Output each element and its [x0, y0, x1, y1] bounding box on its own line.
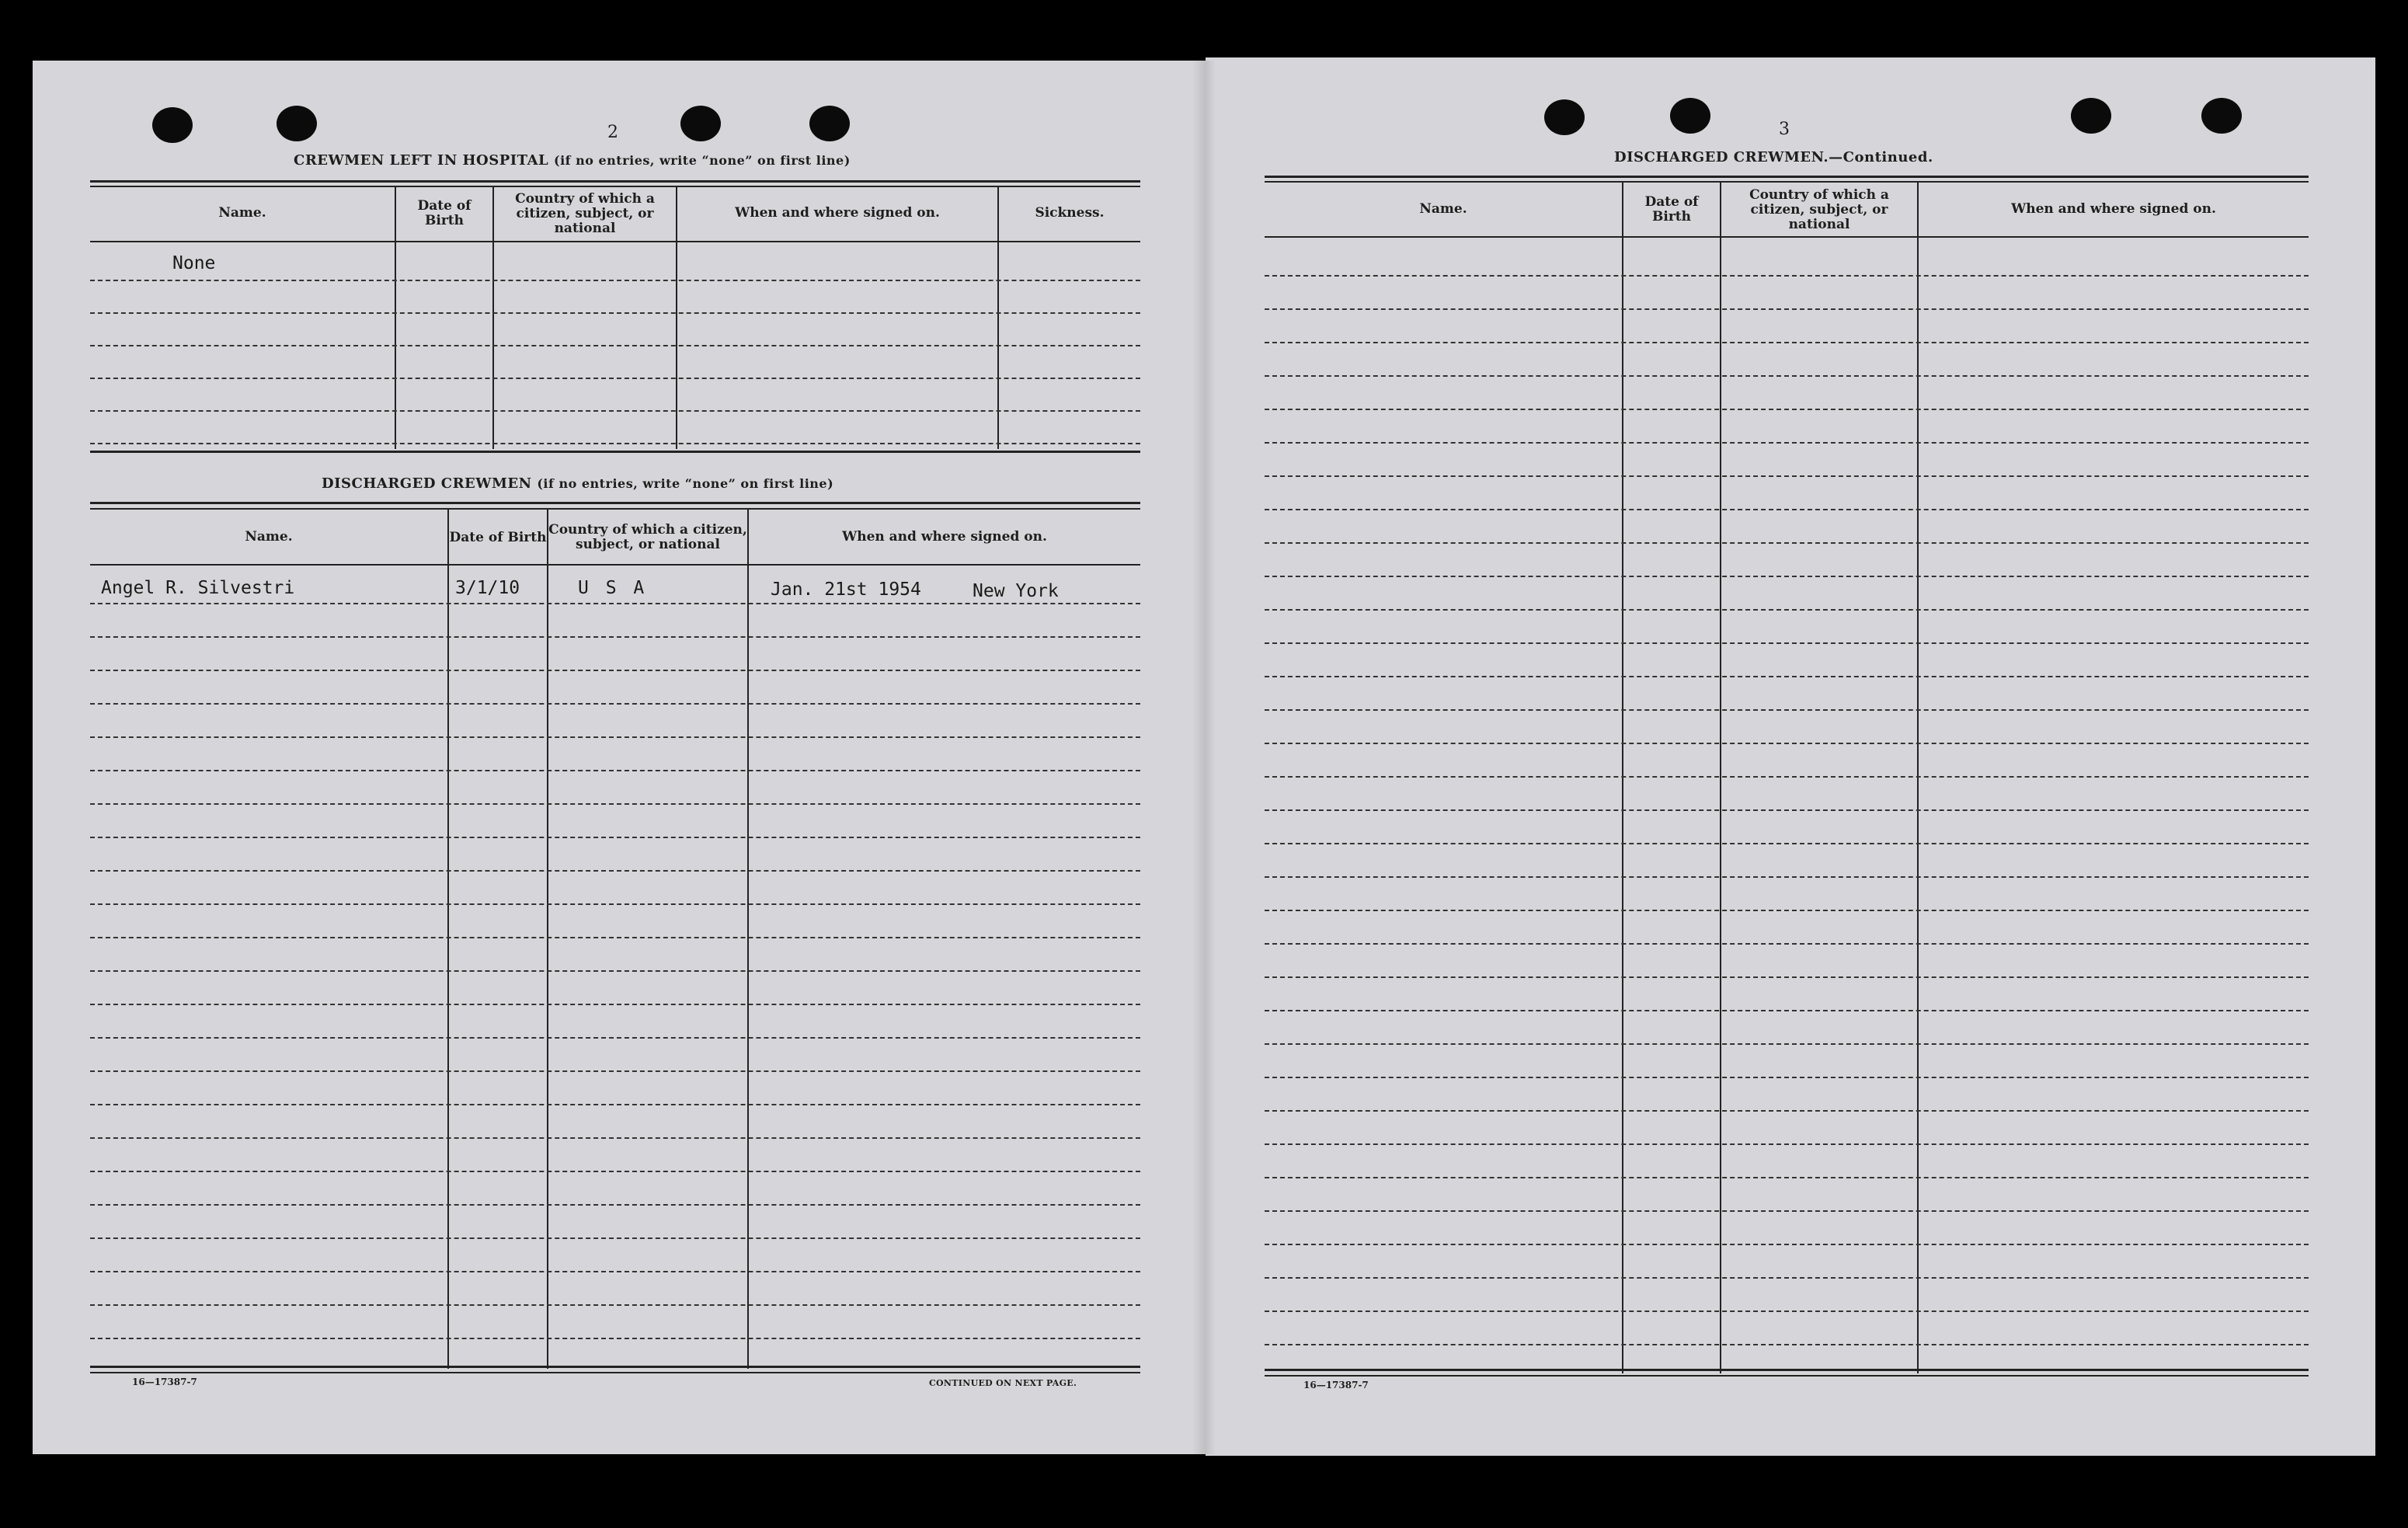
entry-line — [1265, 1210, 2309, 1212]
entry-line — [1265, 1244, 2309, 1245]
table-rule — [1265, 176, 2309, 178]
entry-line — [90, 636, 1140, 638]
table-rule — [90, 186, 1140, 187]
table-rule — [90, 508, 1140, 510]
column-header-country: Country of which a citizen, subject, or national — [515, 190, 655, 236]
column-header-signed-on: When and where signed on. — [842, 528, 1047, 545]
entry-line — [90, 903, 1140, 905]
table-rule — [90, 1366, 1140, 1368]
entry-line — [90, 1037, 1140, 1039]
entry-line — [90, 1004, 1140, 1005]
discharged-title-text: DISCHARGED CREWMEN — [322, 475, 532, 492]
entry-line — [1265, 308, 2309, 310]
punch-hole-icon — [2201, 98, 2242, 134]
punch-hole-icon — [277, 106, 317, 141]
entry-line — [1265, 375, 2309, 377]
column-divider — [1622, 182, 1623, 1373]
entry-line — [90, 1070, 1140, 1072]
entry-line — [1265, 1143, 2309, 1145]
punch-hole-icon — [152, 107, 193, 143]
entry-line — [90, 736, 1140, 738]
punch-hole-icon — [1544, 99, 1585, 135]
column-header-signed-on: When and where signed on. — [735, 204, 940, 221]
continued-note: CONTINUED ON NEXT PAGE. — [929, 1378, 1077, 1388]
entry-line — [1265, 609, 2309, 611]
column-header-signed-on: When and where signed on. — [2011, 200, 2216, 217]
entry-line — [1265, 576, 2309, 577]
table-rule — [1265, 236, 2309, 238]
form-number: 16—17387-7 — [1303, 1380, 1369, 1391]
page-number: 2 — [607, 123, 618, 142]
discharged-instruction: (if no entries, write “none” on first line) — [537, 476, 834, 491]
entry-line — [1265, 1110, 2309, 1112]
page-number: 3 — [1779, 120, 1790, 139]
hospital-instruction: (if no entries, write “none” on first line) — [554, 153, 851, 168]
table-rule — [90, 241, 1140, 242]
punch-hole-icon — [2071, 98, 2111, 134]
hospital-entry: None — [172, 253, 216, 273]
entry-line — [1265, 943, 2309, 945]
entry-line — [90, 1304, 1140, 1306]
entry-line — [1265, 1310, 2309, 1312]
entry-line — [1265, 475, 2309, 477]
entry-line — [90, 1271, 1140, 1272]
entry-line — [1265, 843, 2309, 844]
page-fold — [1192, 61, 1216, 1454]
hospital-title-text: CREWMEN LEFT IN HOSPITAL — [294, 152, 549, 169]
entry-line — [1265, 1177, 2309, 1178]
column-divider — [1720, 182, 1721, 1373]
table-rule — [90, 564, 1140, 566]
punch-hole-icon — [1670, 98, 1710, 134]
crew-name-cell: Angel R. Silvestri — [101, 578, 295, 598]
entry-line — [1265, 676, 2309, 677]
column-header-name: Name. — [1419, 200, 1467, 217]
entry-line — [1265, 1010, 2309, 1011]
entry-line — [1265, 442, 2309, 444]
table-rule — [90, 451, 1140, 453]
entry-line — [90, 1171, 1140, 1172]
entry-line — [90, 970, 1140, 972]
entry-line — [90, 345, 1140, 346]
entry-line — [1265, 1277, 2309, 1279]
entry-line — [90, 1104, 1140, 1105]
discharged-continued-title: DISCHARGED CREWMEN.—Continued. — [1614, 149, 1933, 165]
crew-dob-cell: 3/1/10 — [455, 578, 520, 598]
entry-line — [1265, 976, 2309, 978]
entry-line — [1265, 910, 2309, 911]
entry-line — [90, 1237, 1140, 1239]
column-header-date-of-birth: Date of Birth — [1644, 194, 1699, 225]
crew-country-cell: U S A — [578, 578, 648, 598]
form-number: 16—17387-7 — [132, 1377, 197, 1387]
entry-line — [90, 670, 1140, 671]
entry-line — [1265, 509, 2309, 510]
column-header-sickness: Sickness. — [1035, 204, 1105, 221]
entry-line — [90, 803, 1140, 805]
entry-line — [90, 378, 1140, 379]
entry-line — [1265, 1043, 2309, 1045]
table-rule — [90, 1372, 1140, 1373]
entry-line — [90, 1204, 1140, 1206]
entry-line — [90, 312, 1140, 314]
entry-line — [90, 443, 1140, 444]
column-header-date-of-birth: Date of Birth — [417, 198, 472, 228]
entry-line — [1265, 1344, 2309, 1345]
entry-line — [1265, 342, 2309, 343]
entry-line — [90, 770, 1140, 771]
entry-line — [90, 280, 1140, 281]
column-header-name: Name. — [245, 528, 293, 545]
entry-line — [1265, 542, 2309, 544]
entry-line — [1265, 709, 2309, 711]
entry-line — [90, 837, 1140, 838]
entry-line — [90, 937, 1140, 938]
punch-hole-icon — [680, 106, 721, 141]
entry-line — [1265, 776, 2309, 778]
entry-line — [1265, 1077, 2309, 1078]
column-header-country: Country of which a citizen, subject, or national — [1749, 186, 1889, 232]
table-rule — [1265, 1369, 2309, 1371]
discharged-section-title — [322, 475, 833, 492]
table-rule — [1265, 181, 2309, 183]
punch-hole-icon — [809, 106, 850, 141]
entry-line — [1265, 642, 2309, 644]
entry-line — [90, 410, 1140, 412]
table-rule — [90, 502, 1140, 504]
right-page — [1206, 57, 2375, 1456]
entry-line — [90, 603, 1140, 604]
entry-line — [90, 870, 1140, 872]
table-rule — [90, 180, 1140, 183]
entry-line — [90, 1137, 1140, 1139]
column-divider — [1917, 182, 1919, 1373]
entry-line — [1265, 743, 2309, 744]
entry-line — [90, 703, 1140, 705]
column-header-country: Country of which a citizen, subject, or national — [548, 522, 747, 552]
table-rule — [1265, 1375, 2309, 1377]
entry-line — [1265, 876, 2309, 878]
crew-signed-date-cell: Jan. 21st 1954 — [771, 580, 921, 600]
entry-line — [1265, 275, 2309, 277]
crew-signed-place-cell: New York — [973, 581, 1059, 601]
hospital-section-title — [294, 152, 851, 169]
column-header-date-of-birth: Date of Birth — [449, 529, 547, 545]
entry-line — [90, 1338, 1140, 1339]
entry-line — [1265, 409, 2309, 410]
column-header-name: Name. — [218, 204, 266, 221]
entry-line — [1265, 809, 2309, 811]
